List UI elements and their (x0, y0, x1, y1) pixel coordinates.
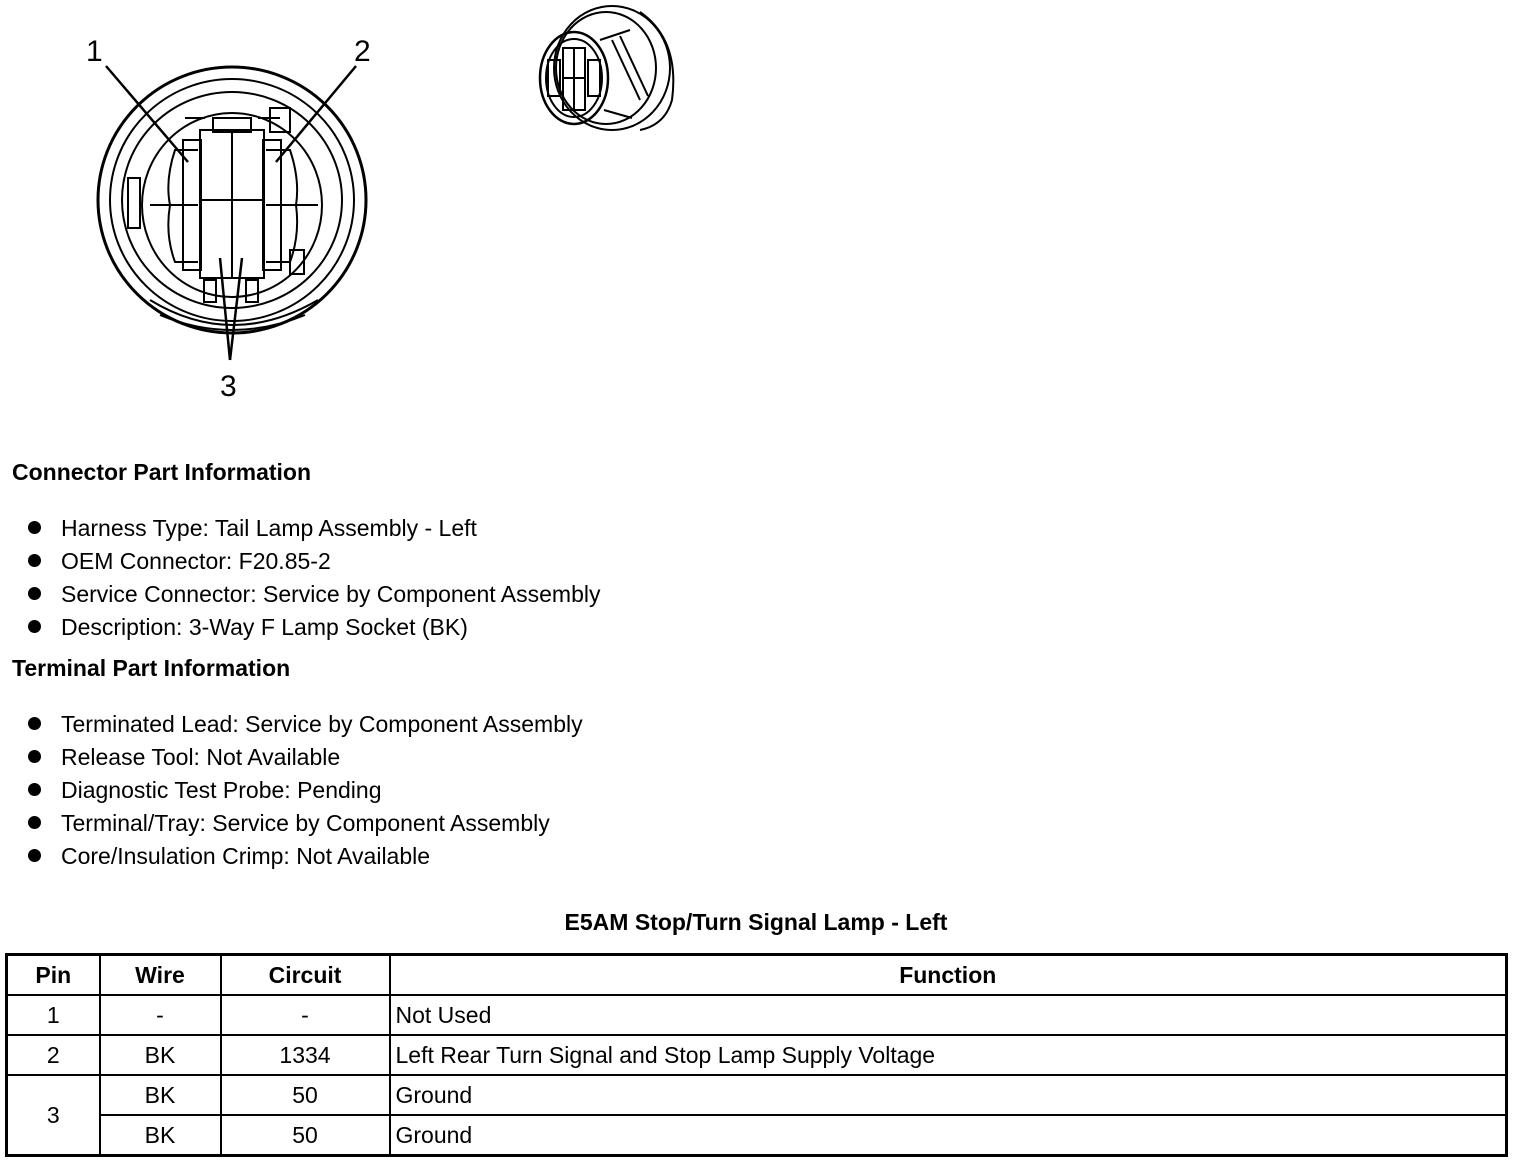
bullet-icon (28, 816, 41, 829)
list-item-text: Core/Insulation Crimp: Not Available (61, 843, 431, 869)
list-item (28, 774, 583, 807)
list-item (28, 611, 600, 644)
list-item-text: Terminal/Tray: Service by Component Assembly (61, 810, 550, 836)
list-item (28, 741, 583, 774)
list-item (28, 708, 583, 741)
table-row (7, 1035, 1507, 1075)
bullet-icon (28, 849, 41, 862)
list-item-text: OEM Connector: F20.85-2 (61, 548, 331, 574)
bullet-icon (28, 717, 41, 730)
bullet-icon (28, 750, 41, 763)
list-item-text: Terminated Lead: Service by Component Assembly (61, 711, 583, 737)
cell-function: Ground (390, 1115, 1507, 1156)
cell-circuit: 1334 (221, 1035, 390, 1075)
cell-circuit: 50 (221, 1075, 390, 1115)
cell-function: Left Rear Turn Signal and Stop Lamp Supply Voltage (390, 1035, 1507, 1075)
table-row (7, 1115, 1507, 1156)
bullet-icon (28, 587, 41, 600)
table-row (7, 1075, 1507, 1115)
cell-wire: BK (100, 1115, 221, 1156)
list-item-text: Diagnostic Test Probe: Pending (61, 777, 382, 803)
header-circuit: Circuit (221, 955, 390, 996)
bullet-icon (28, 620, 41, 633)
connector-part-info-list (28, 512, 600, 644)
cell-wire: BK (100, 1035, 221, 1075)
bullet-icon (28, 783, 41, 796)
header-wire: Wire (100, 955, 221, 996)
cell-pin: 1 (7, 995, 100, 1035)
list-item (28, 578, 600, 611)
list-item-text: Harness Type: Tail Lamp Assembly - Left (61, 515, 477, 541)
header-function: Function (390, 955, 1507, 996)
header-pin: Pin (7, 955, 100, 996)
pin-table (5, 953, 1508, 1157)
cell-wire: BK (100, 1075, 221, 1115)
list-item-text: Release Tool: Not Available (61, 744, 341, 770)
table-row (7, 995, 1507, 1035)
cell-function: Not Used (390, 995, 1507, 1035)
pin-label-2: 2 (354, 35, 371, 68)
terminal-part-info-title: Terminal Part Information (12, 655, 291, 681)
list-item-text: Service Connector: Service by Component Assembly (61, 581, 601, 607)
list-item (28, 512, 600, 545)
connector-face-drawing (0, 0, 760, 420)
list-item-text: Description: 3-Way F Lamp Socket (BK) (61, 614, 468, 640)
list-item (28, 545, 600, 578)
terminal-part-info-list (28, 708, 583, 873)
cell-circuit: - (221, 995, 390, 1035)
pin-label-1: 1 (86, 35, 103, 68)
table-header-row (7, 955, 1507, 996)
cell-pin: 2 (7, 1035, 100, 1075)
pin-label-3: 3 (220, 370, 237, 403)
bullet-icon (28, 554, 41, 567)
bullet-icon (28, 521, 41, 534)
pin-table-title: E5AM Stop/Turn Signal Lamp - Left (564, 909, 948, 935)
cell-wire: - (100, 995, 221, 1035)
connector-diagram (0, 0, 760, 420)
cell-pin: 3 (7, 1075, 100, 1156)
cell-circuit: 50 (221, 1115, 390, 1156)
list-item (28, 807, 583, 840)
connector-perspective-drawing (540, 6, 673, 130)
cell-function: Ground (390, 1075, 1507, 1115)
connector-part-info-title: Connector Part Information (12, 459, 312, 485)
list-item (28, 840, 583, 873)
